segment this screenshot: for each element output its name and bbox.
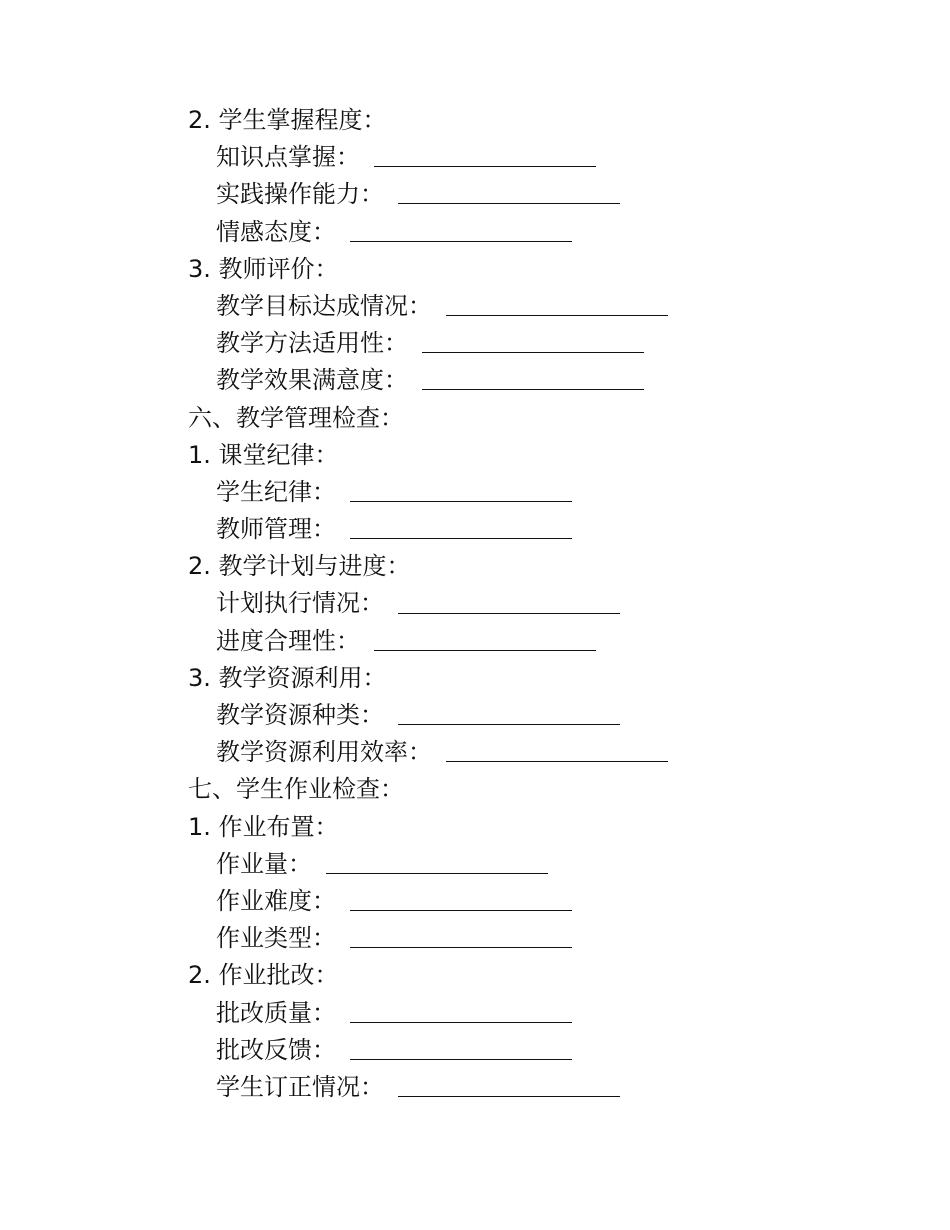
section-heading-mastery: 2. 学生掌握程度： [188, 106, 387, 134]
fill-in-blank[interactable] [398, 587, 620, 614]
field-plan-execution: 计划执行情况： [188, 585, 888, 622]
field-resource-efficiency: 教学资源利用效率： [188, 734, 888, 771]
field-knowledge-mastery: 知识点掌握： [188, 139, 888, 176]
section-heading-discipline: 1. 课堂纪律： [188, 440, 339, 469]
section-heading-grading: 2. 作业批改： [188, 961, 339, 990]
field-homework-difficulty: 作业难度： [188, 883, 888, 920]
fill-in-blank[interactable] [350, 512, 572, 539]
document-page [188, 102, 888, 1106]
fill-in-blank[interactable] [374, 624, 596, 651]
field-student-discipline: 学生纪律： [188, 474, 888, 511]
fill-in-blank[interactable] [350, 475, 572, 502]
section-heading-homework: 七、学生作业检查： [188, 775, 404, 804]
fill-in-blank[interactable] [350, 1033, 572, 1060]
field-emotional-attitude: 情感态度： [188, 214, 888, 251]
fill-in-blank[interactable] [326, 847, 548, 874]
field-homework-type: 作业类型： [188, 920, 888, 957]
section-heading-plan-progress: 2. 教学计划与进度： [188, 552, 411, 581]
section-heading-management: 六、教学管理检查： [188, 403, 404, 432]
section-heading-resources: 3. 教学资源利用： [188, 663, 387, 692]
field-resource-types: 教学资源种类： [188, 697, 888, 734]
fill-in-blank[interactable] [350, 215, 572, 242]
field-progress-rationality: 进度合理性： [188, 623, 888, 660]
field-practical-ability: 实践操作能力： [188, 176, 888, 213]
field-teacher-management: 教师管理： [188, 511, 888, 548]
field-grading-quality: 批改质量： [188, 995, 888, 1032]
field-effect-satisfaction: 教学效果满意度： [188, 362, 888, 399]
field-homework-amount: 作业量： [188, 846, 888, 883]
fill-in-blank[interactable] [446, 289, 668, 316]
fill-in-blank[interactable] [398, 698, 620, 725]
fill-in-blank[interactable] [350, 996, 572, 1023]
fill-in-blank[interactable] [350, 884, 572, 911]
field-goal-achievement: 教学目标达成情况： [188, 288, 888, 325]
section-heading-assignment: 1. 作业布置： [188, 812, 339, 841]
fill-in-blank[interactable] [374, 140, 596, 167]
fill-in-blank[interactable] [422, 326, 644, 353]
fill-in-blank[interactable] [422, 363, 644, 390]
field-grading-feedback: 批改反馈： [188, 1032, 888, 1069]
field-method-suitability: 教学方法适用性： [188, 325, 888, 362]
field-student-correction: 学生订正情况： [188, 1069, 888, 1106]
fill-in-blank[interactable] [398, 177, 620, 204]
section-heading-teacher-evaluation: 3. 教师评价： [188, 254, 339, 283]
fill-in-blank[interactable] [398, 1070, 620, 1097]
fill-in-blank[interactable] [350, 921, 572, 948]
fill-in-blank[interactable] [446, 735, 668, 762]
